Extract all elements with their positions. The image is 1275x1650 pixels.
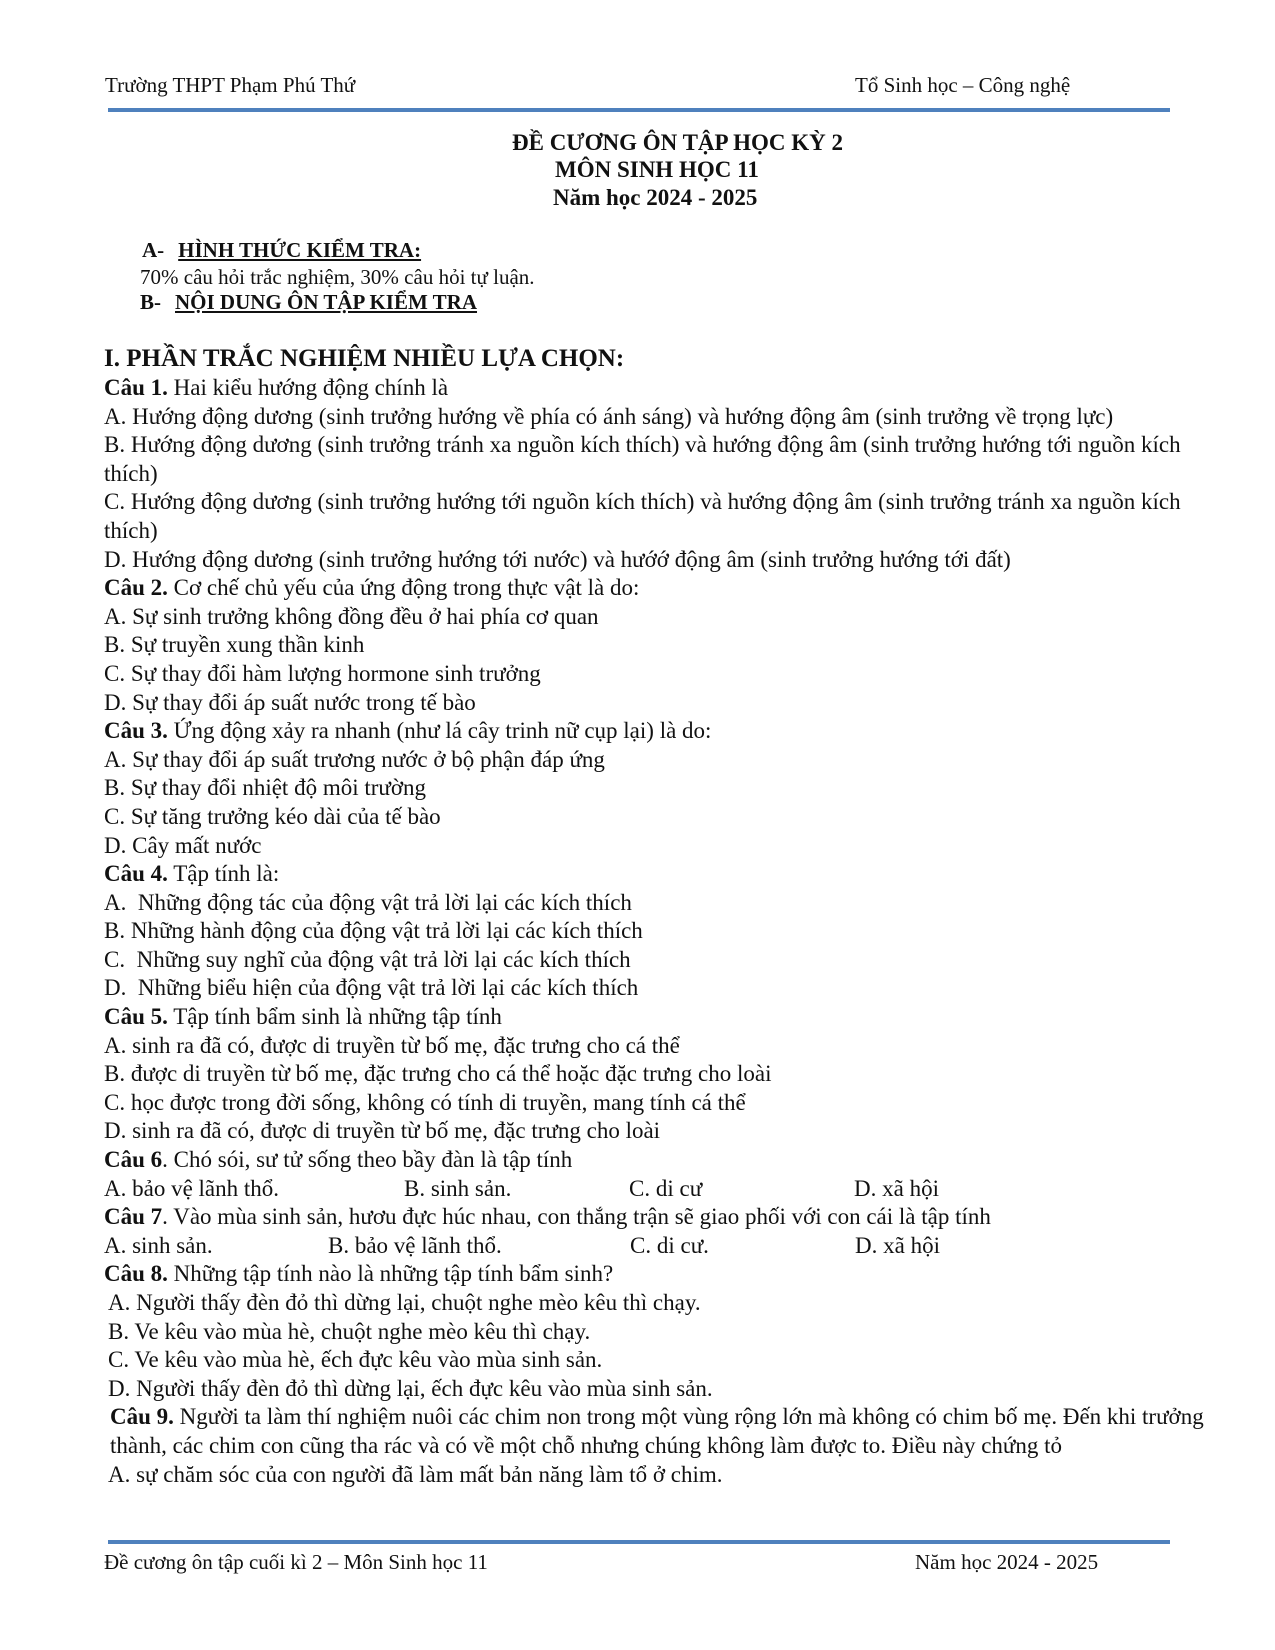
option: C. Hướng động dương (sinh trưởng hướng tới nguồn kích thích) và hướng động âm (sinh trưởng tránh xa nguồn kích thích) (104, 489, 1181, 543)
option: B. được di truyền từ bố mẹ, đặc trưng cho cá thể hoặc đặc trưng cho loài (104, 1061, 772, 1087)
option: A. Những động tác của động vật trả lời lại các kích thích (104, 889, 632, 915)
question-number: Câu 4. (104, 861, 168, 887)
section-a-text: 70% câu hỏi trắc nghiệm, 30% câu hỏi tự luận. (140, 265, 535, 289)
question-2 (104, 574, 1214, 603)
question-number: Câu 9. (110, 1404, 174, 1430)
question-text: . Chó sói, sư tử sống theo bầy đàn là tập tính (162, 1147, 573, 1173)
section-a-prefix: A- (142, 238, 165, 262)
option: D. sinh ra đã có, được di truyền từ bố mẹ, đặc trưng cho loài (104, 1118, 661, 1144)
doc-title: ĐỀ CƯƠNG ÔN TẬP HỌC KỲ 2 (512, 130, 843, 155)
option: C. học được trong đời sống, không có tính di truyền, mang tính cá thể (104, 1089, 746, 1115)
option: A. Người thấy đèn đỏ thì dừng lại, chuột nghe mèo kêu thì chạy. (108, 1290, 701, 1315)
question-7 (104, 1203, 1214, 1232)
doc-school-year: Năm học 2024 - 2025 (553, 185, 758, 210)
question-6 (104, 1146, 1214, 1175)
question-list (104, 344, 1214, 1489)
section-b-heading (140, 290, 477, 315)
option: D. Những biểu hiện của động vật trả lời lại các kích thích (104, 975, 639, 1001)
option: C. di cư (629, 1175, 703, 1201)
header-divider (108, 108, 1170, 112)
question-text: Ứng động xảy ra nhanh (như lá cây trinh nữ cụp lại) là do: (167, 718, 712, 744)
option: B. Hướng động dương (sinh trưởng tránh xa nguồn kích thích) và hướng động âm (sinh trưởng hướng tới nguồn kích thích) (104, 432, 1181, 486)
option: D. Cây mất nước (104, 832, 262, 858)
section-a-heading (142, 238, 421, 263)
option: A. bảo vệ lãnh thổ. (104, 1175, 280, 1201)
option: D. Sự thay đổi áp suất nước trong tế bào (104, 689, 476, 715)
option: D. Người thấy đèn đỏ thì dừng lại, ếch đực kêu vào mùa sinh sản. (108, 1375, 713, 1401)
footer-divider (108, 1540, 1170, 1544)
question-number: Câu 5. (104, 1004, 168, 1030)
question-number: Câu 1. (104, 375, 168, 400)
section-a-label: HÌNH THỨC KIỂM TRA: (178, 238, 422, 262)
section-b-prefix: B- (140, 290, 161, 314)
footer-school-year: Năm học 2024 - 2025 (915, 1550, 1099, 1574)
question-text: Người ta làm thí nghiệm nuôi các chim non trong một vùng rộng lớn mà không có chim bố mẹ. Đến khi trưởng thành, các chim con cũng tha rác và có về một chỗ nhưng chúng không làm được to. Điều này chứng tỏ (110, 1404, 1204, 1458)
option: A. Hướng động dương (sinh trưởng hướng về phía có ánh sáng) và hướng động âm (sinh trưởng về trọng lực) (104, 403, 1114, 429)
option: B. Sự thay đổi nhiệt độ môi trường (104, 775, 427, 801)
option: D. Hướng động dương (sinh trưởng hướng tới nước) và hướớ động âm (sinh trưởng hướng tới đất) (104, 546, 1011, 572)
section-b-label: NỘI DUNG ÔN TẬP KIỂM TRA (175, 290, 478, 314)
header-department: Tổ Sinh học – Công nghệ (855, 73, 1071, 97)
doc-subject: MÔN SINH HỌC 11 (555, 157, 759, 182)
option: D. xã hội (854, 1175, 939, 1201)
option: A. sinh sản. (104, 1232, 213, 1258)
option: B. bảo vệ lãnh thổ. (328, 1232, 502, 1258)
option: A. sự chăm sóc của con người đã làm mất bản năng làm tổ ở chim. (108, 1461, 723, 1487)
question-text: Cơ chế chủ yếu của ứng động trong thực vật là do: (167, 575, 640, 601)
option: B. Sự truyền xung thần kinh (104, 632, 365, 658)
option: D. xã hội (855, 1232, 940, 1258)
question-8 (104, 1260, 1214, 1289)
question-number: Câu 6 (104, 1147, 163, 1173)
option: C. Sự tăng trưởng kéo dài của tế bào (104, 803, 441, 829)
option: C. Ve kêu vào mùa hè, ếch đực kêu vào mùa sinh sản. (108, 1347, 603, 1373)
option: A. sinh ra đã có, được di truyền từ bố mẹ, đặc trưng cho cá thể (104, 1032, 680, 1058)
question-5 (104, 1003, 1214, 1032)
option: A. Sự thay đổi áp suất trương nước ở bộ phận đáp ứng (104, 746, 605, 772)
option: C. Những suy nghĩ của động vật trả lời lại các kích thích (104, 946, 631, 972)
option: B. Những hành động của động vật trả lời lại các kích thích (104, 918, 643, 944)
header-school: Trường THPT Phạm Phú Thứ (105, 73, 356, 97)
question-9 (104, 1403, 1214, 1460)
option: C. di cư. (630, 1232, 709, 1258)
question-number: Câu 3. (104, 718, 168, 744)
question-number: Câu 7 (104, 1204, 163, 1230)
question-text: . Vào mùa sinh sản, hươu đực húc nhau, con thắng trận sẽ giao phối với con cái là tập tính (162, 1204, 991, 1230)
option: A. Sự sinh trưởng không đồng đều ở hai phía cơ quan (104, 603, 599, 629)
question-1 (104, 374, 1214, 403)
part-heading: I. PHẦN TRẮC NGHIỆM NHIỀU LỰA CHỌN: (104, 345, 625, 372)
option: C. Sự thay đổi hàm lượng hormone sinh trưởng (104, 660, 541, 686)
footer-title: Đề cương ôn tập cuối kì 2 – Môn Sinh học 11 (104, 1550, 488, 1574)
question-3 (104, 717, 1214, 746)
question-number: Câu 8. (104, 1261, 168, 1287)
question-number: Câu 2. (104, 575, 168, 601)
option-row (104, 1175, 1214, 1204)
option: B. Ve kêu vào mùa hè, chuột nghe mèo kêu thì chạy. (108, 1318, 591, 1344)
question-text: Tập tính là: (167, 861, 280, 887)
question-text: Hai kiểu hướng động chính là (167, 375, 449, 400)
option: B. sinh sản. (404, 1175, 512, 1201)
question-text: Tập tính bẩm sinh là những tập tính (167, 1004, 502, 1030)
question-text: Những tập tính nào là những tập tính bẩm sinh? (167, 1261, 614, 1287)
option-row (104, 1232, 1214, 1261)
question-4 (104, 860, 1214, 889)
